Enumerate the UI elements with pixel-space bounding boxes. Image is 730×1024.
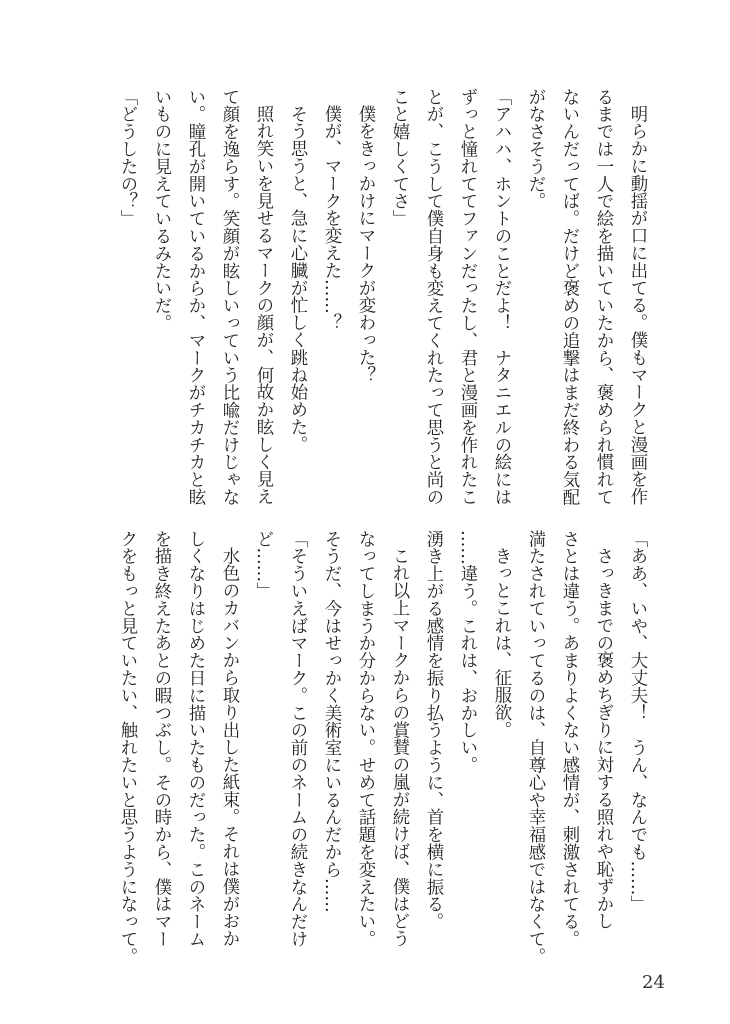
text-column: ……違う。これは、おかしい。 (457, 530, 477, 774)
text-column: 「そういえばマーク。この前のネームの続きなんだけ (287, 530, 307, 948)
text-column: を描き終えたあとの暇つぶし。その時から、僕はマー (151, 530, 171, 948)
text-column: 水色のカバンから取り出した紙束。それは僕がおか (219, 547, 239, 948)
text-column: 「ああ、いや、大丈夫！ うん、なんでも……」 (627, 530, 647, 913)
text-column: クをもっと見ていたい、触れたいと思うようになって。 (117, 530, 137, 965)
text-column: そう思うと、急に心臓が忙しく跳ね始めた。 (287, 105, 307, 454)
text-column: これ以上マークからの賞賛の嵐が続けば、僕はどう (389, 547, 409, 948)
page-number: 24 (642, 972, 665, 993)
text-column: さとは違う。あまりよくない感情が、刺激されてる。 (559, 530, 579, 948)
text-column: さっきまでの褒めちぎりに対する照れや恥ずかし (593, 547, 613, 931)
text-column: 湧き上がる感情を振り払うように、首を横に振る。 (423, 530, 443, 931)
text-column: 明らかに動揺が口に出てる。僕もマークと漫画を作 (627, 105, 647, 506)
text-column: いものに見えているみたいだ。 (151, 88, 171, 332)
text-column: なってしまうか分からない。せめて話題を変えたい。 (355, 530, 375, 948)
text-column: しくなりはじめた日に描いたものだった。このネーム (185, 530, 205, 948)
text-column: ないんだってば。だけど褒めの追撃はまだ終わる気配 (559, 88, 579, 506)
text-column: ど……」 (253, 530, 273, 600)
text-column: とが、こうして僕自身も変えてくれたって思うと尚の (423, 88, 443, 506)
text-column: い。瞳孔が開いているからか、マークがチカチカと眩 (185, 88, 205, 506)
lower-text-block (110, 530, 654, 966)
text-column: がなさそうだ。 (525, 88, 545, 210)
text-column: 「どうしたの？」 (117, 88, 137, 228)
text-column: 満たされていってるのは、自尊心や幸福感ではなくて。 (525, 530, 545, 965)
text-column: るまでは一人で絵を描いていたから、褒められ慣れて (593, 88, 613, 506)
text-column: ずっと憧れててファンだったし、君と漫画を作れたこ (457, 88, 477, 506)
text-column: 僕が、マークを変えた……？ (321, 105, 341, 332)
text-column: こと嬉しくてさ」 (389, 88, 409, 228)
text-column: 「アハハ、ホントのことだよ！ ナタニエルの絵には (491, 88, 511, 506)
text-column: 僕をきっかけにマークが変わった？ (355, 105, 375, 384)
text-column: そうだ、今はせっかく美術室にいるんだから…… (321, 530, 341, 913)
upper-text-block (110, 88, 654, 524)
text-column: きっとこれは、征服欲。 (491, 547, 511, 739)
text-column: て顔を逸らす。笑顔が眩しいっていう比喩だけじゃな (219, 88, 239, 506)
text-column: 照れ笑いを見せるマークの顔が、何故か眩しく見え (253, 105, 273, 506)
